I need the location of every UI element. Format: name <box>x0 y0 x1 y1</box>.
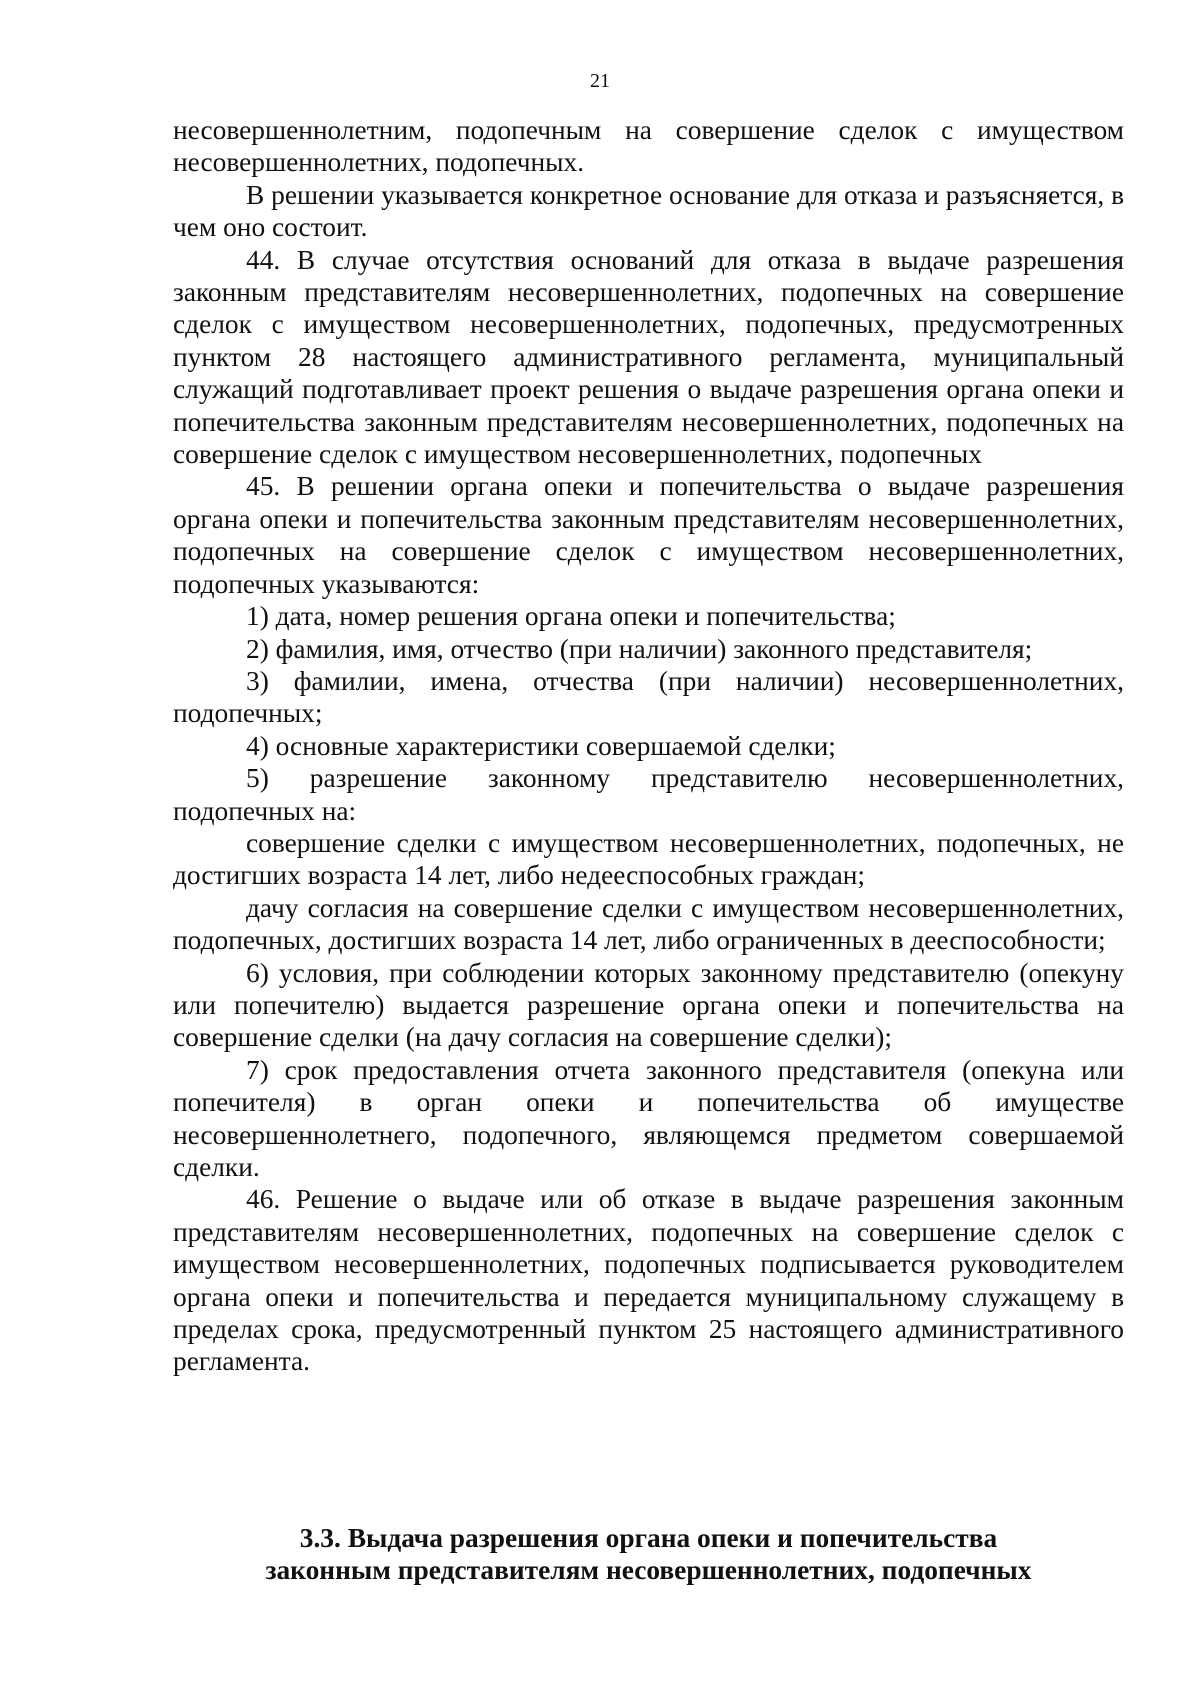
section-heading-line-2: законным представителям несовершеннолетних, подопечных <box>265 1555 1032 1586</box>
list-item-3: 3) фамилии, имена, отчества (при наличии) несовершеннолетних, подопечных; <box>173 665 1124 729</box>
list-item-2: 2) фамилия, имя, отчество (при наличии) законного представителя; <box>246 633 1033 664</box>
list-item-5-sub-2: дачу согласия на совершение сделки с имуществом несовершеннолетних, подопечных, достигших возраста 14 лет, либо ограниченных в дееспособности; <box>173 892 1124 956</box>
section-heading <box>173 1522 1124 1587</box>
paragraph-item-46: 46. Решение о выдаче или об отказе в выдаче разрешения законным представителям несовершеннолетних, подопечных на совершение сделок с имуществом несовершеннолетних, подопечных подписывается руководителем органа опеки и попечительства и передается муниципальному служащему в пределах срока, предусмотренный пунктом 25 настоящего административного регламента. <box>173 1184 1124 1377</box>
page-number: 21 <box>590 70 610 92</box>
list-item-4: 4) основные характеристики совершаемой сделки; <box>246 730 836 761</box>
paragraph-item-45: 45. В решении органа опеки и попечительства о выдаче разрешения органа опеки и попечительства законным представителям несовершеннолетних, подопечных на совершение сделок с имуществом несовершеннолетних, подопечных указываются: <box>173 471 1124 599</box>
list-item-5: 5) разрешение законному представителю несовершеннолетних, подопечных на: <box>173 763 1124 826</box>
list-item-6: 6) условия, при соблюдении которых законному представителю (опекуну или попечителю) выдается разрешение органа опеки и попечительства на совершение сделки (на дачу согласия на совершение сделки); <box>173 957 1124 1053</box>
paragraph-continuation: несовершеннолетним, подопечным на совершение сделок с имуществом несовершеннолетних, подопечных. <box>173 115 1124 178</box>
list-item-1: 1) дата, номер решения органа опеки и попечительства; <box>246 601 896 632</box>
list-item-7: 7) срок предоставления отчета законного представителя (опекуна или попечителя) в орган опеки и попечительства об имуществе несовершеннолетнего, подопечного, являющемся предметом совершаемой сделки. <box>173 1054 1124 1182</box>
section-heading-line-1: 3.3. Выдача разрешения органа опеки и попечительства <box>299 1523 998 1553</box>
list-item-5-sub-1: совершение сделки с имуществом несовершеннолетних, подопечных, не достигших возраста 14 лет, либо недееспособных граждан; <box>173 827 1124 891</box>
paragraph-item-44: 44. В случае отсутствия оснований для отказа в выдаче разрешения законным представителям несовершеннолетних, подопечных на совершение сделок с имуществом несовершеннолетних, подопечных, предусмотренных пунктом 28 настоящего административного регламента, муниципальный служащий подготавливает проект решения о выдаче разрешения органа опеки и попечительства законным представителям несовершеннолетних, подопечных на совершение сделок с имуществом несовершеннолетних, подопечных <box>173 244 1124 470</box>
document-body <box>173 114 1124 1378</box>
paragraph-refusal-basis: В решении указывается конкретное основание для отказа и разъясняется, в чем оно состоит. <box>173 179 1124 243</box>
